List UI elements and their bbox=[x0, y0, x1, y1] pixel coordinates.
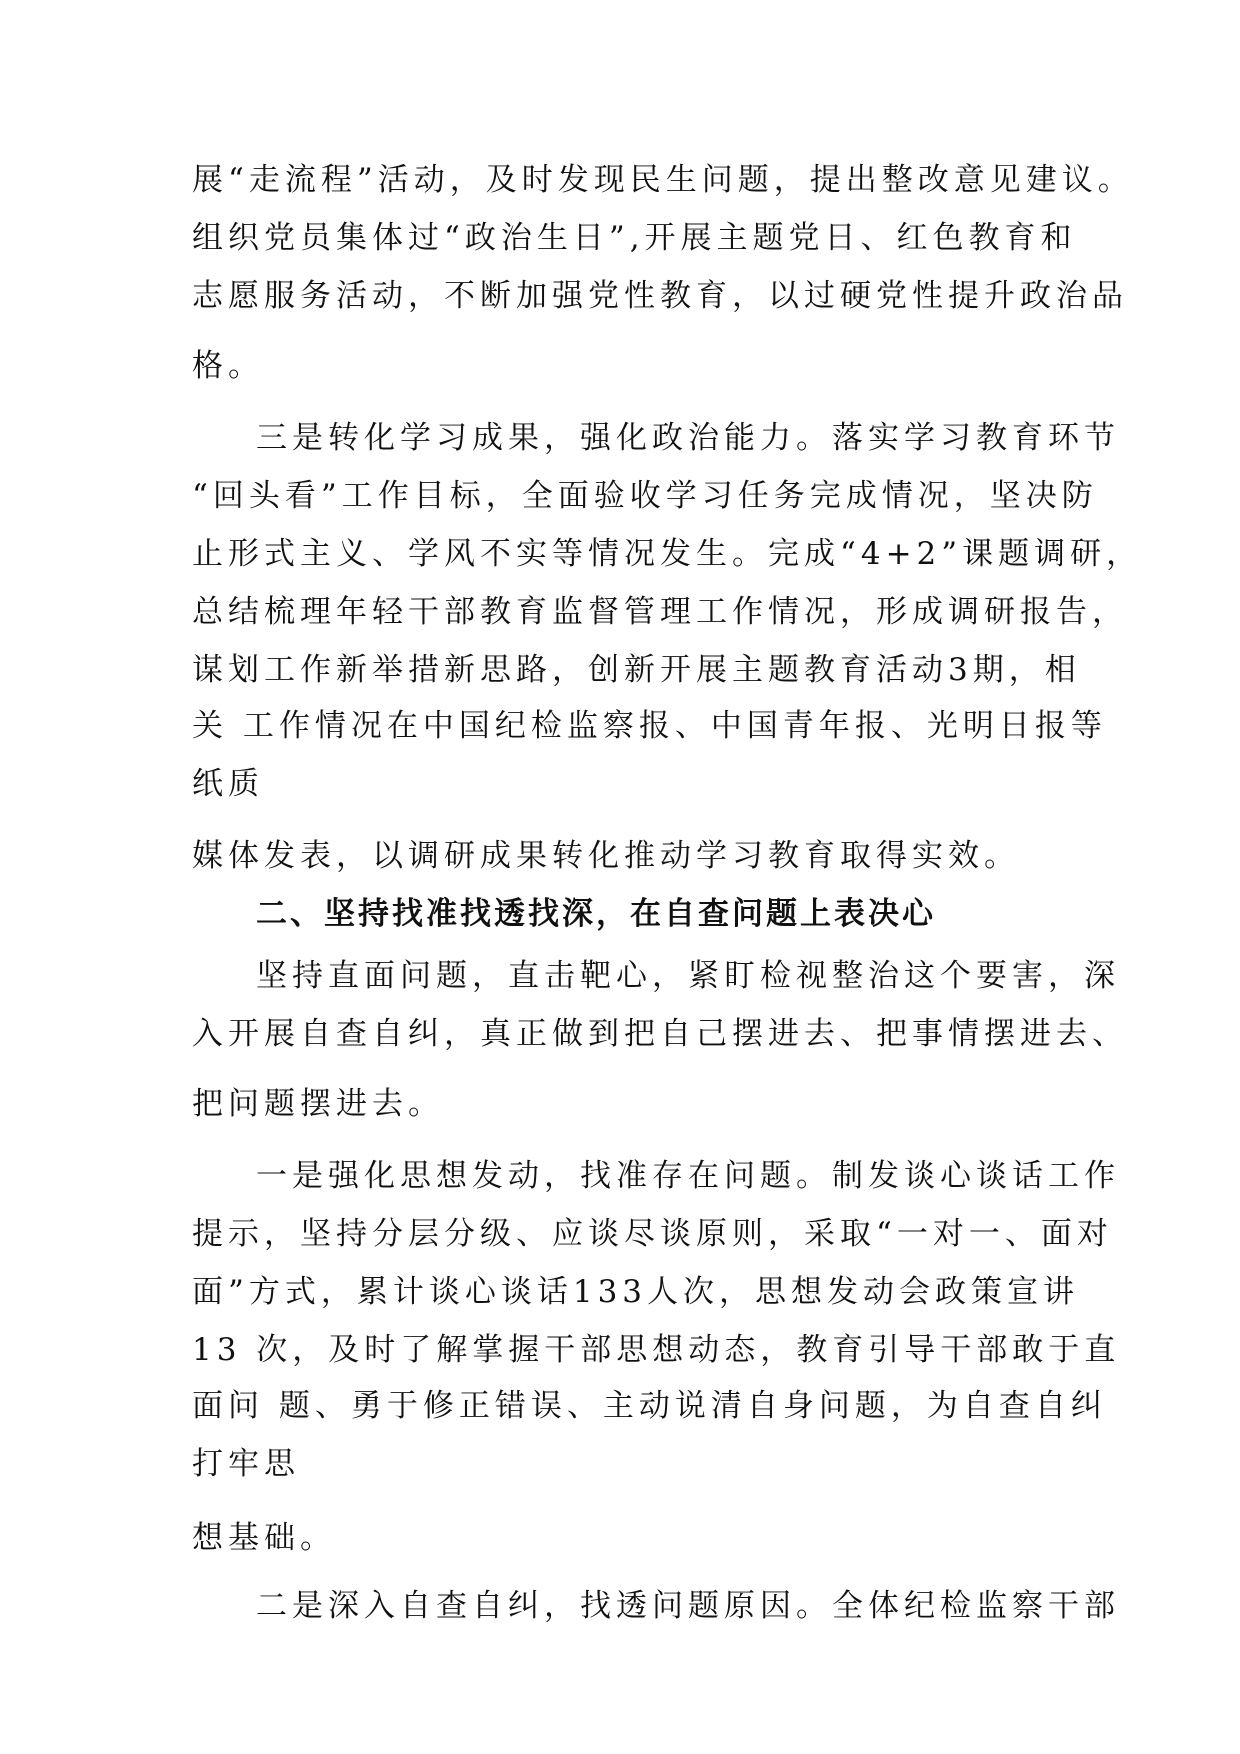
text-line: 总结梳理年轻干部教育监督管理工作情况，形成调研报告， bbox=[192, 594, 1128, 630]
text-line: 面”方式，累计谈心谈话133人次，思想发动会政策宣讲 bbox=[192, 1274, 1080, 1310]
text-line: 志愿服务活动，不断加强党性教育，以过硬党性提升政治品 bbox=[192, 278, 1128, 314]
text-line: “回头看”工作目标，全面验收学习任务完成情况，坚决防 bbox=[192, 478, 1098, 514]
text-line: 组织党员集体过“政治生日”,开展主题党日、红色教育和 bbox=[192, 220, 1077, 256]
text-line: 止形式主义、学风不实等情况发生。完成“4+2”课题调研， bbox=[192, 536, 1143, 572]
text-line: 展“走流程”活动，及时发现民生问题，提出整改意见建议。 bbox=[192, 162, 1134, 198]
text-line: 关 工作情况在中国纪检监察报、中国青年报、光明日报等 bbox=[192, 708, 1107, 744]
text-line: 格。 bbox=[192, 348, 264, 384]
text-line: 面问 题、勇于修正错误、主动说清自身问题，为自查自纠 bbox=[192, 1388, 1107, 1424]
text-line: 打牢思 bbox=[192, 1446, 300, 1482]
paragraph-first-line: 三是转化学习成果，强化政治能力。落实学习教育环节 bbox=[256, 420, 1120, 456]
paragraph-first-line: 坚持直面问题，直击靶心，紧盯检视整治这个要害，深 bbox=[256, 958, 1120, 994]
text-line: 媒体发表，以调研成果转化推动学习教育取得实效。 bbox=[192, 838, 1020, 874]
text-line: 提示，坚持分层分级、应谈尽谈原则，采取“一对一、面对 bbox=[192, 1216, 1113, 1252]
text-line: 纸质 bbox=[192, 766, 264, 802]
paragraph-first-line: 二是深入自查自纠，找透问题原因。全体纪检监察干部 bbox=[256, 1588, 1120, 1624]
text-line: 谋划工作新举措新思路，创新开展主题教育活动3期，相 bbox=[192, 652, 1081, 688]
section-heading: 二、坚持找准找透找深，在自查问题上表决心 bbox=[256, 896, 936, 932]
text-line: 想基础。 bbox=[192, 1520, 336, 1556]
paragraph-first-line: 一是强化思想发动，找准存在问题。制发谈心谈话工作 bbox=[256, 1158, 1120, 1194]
text-line: 把问题摆进去。 bbox=[192, 1086, 444, 1122]
text-line: 入开展自查自纠，真正做到把自己摆进去、把事情摆进去、 bbox=[192, 1016, 1128, 1052]
text-line: 13 次，及时了解掌握干部思想动态，教育引导干部敢于直 bbox=[192, 1332, 1121, 1368]
